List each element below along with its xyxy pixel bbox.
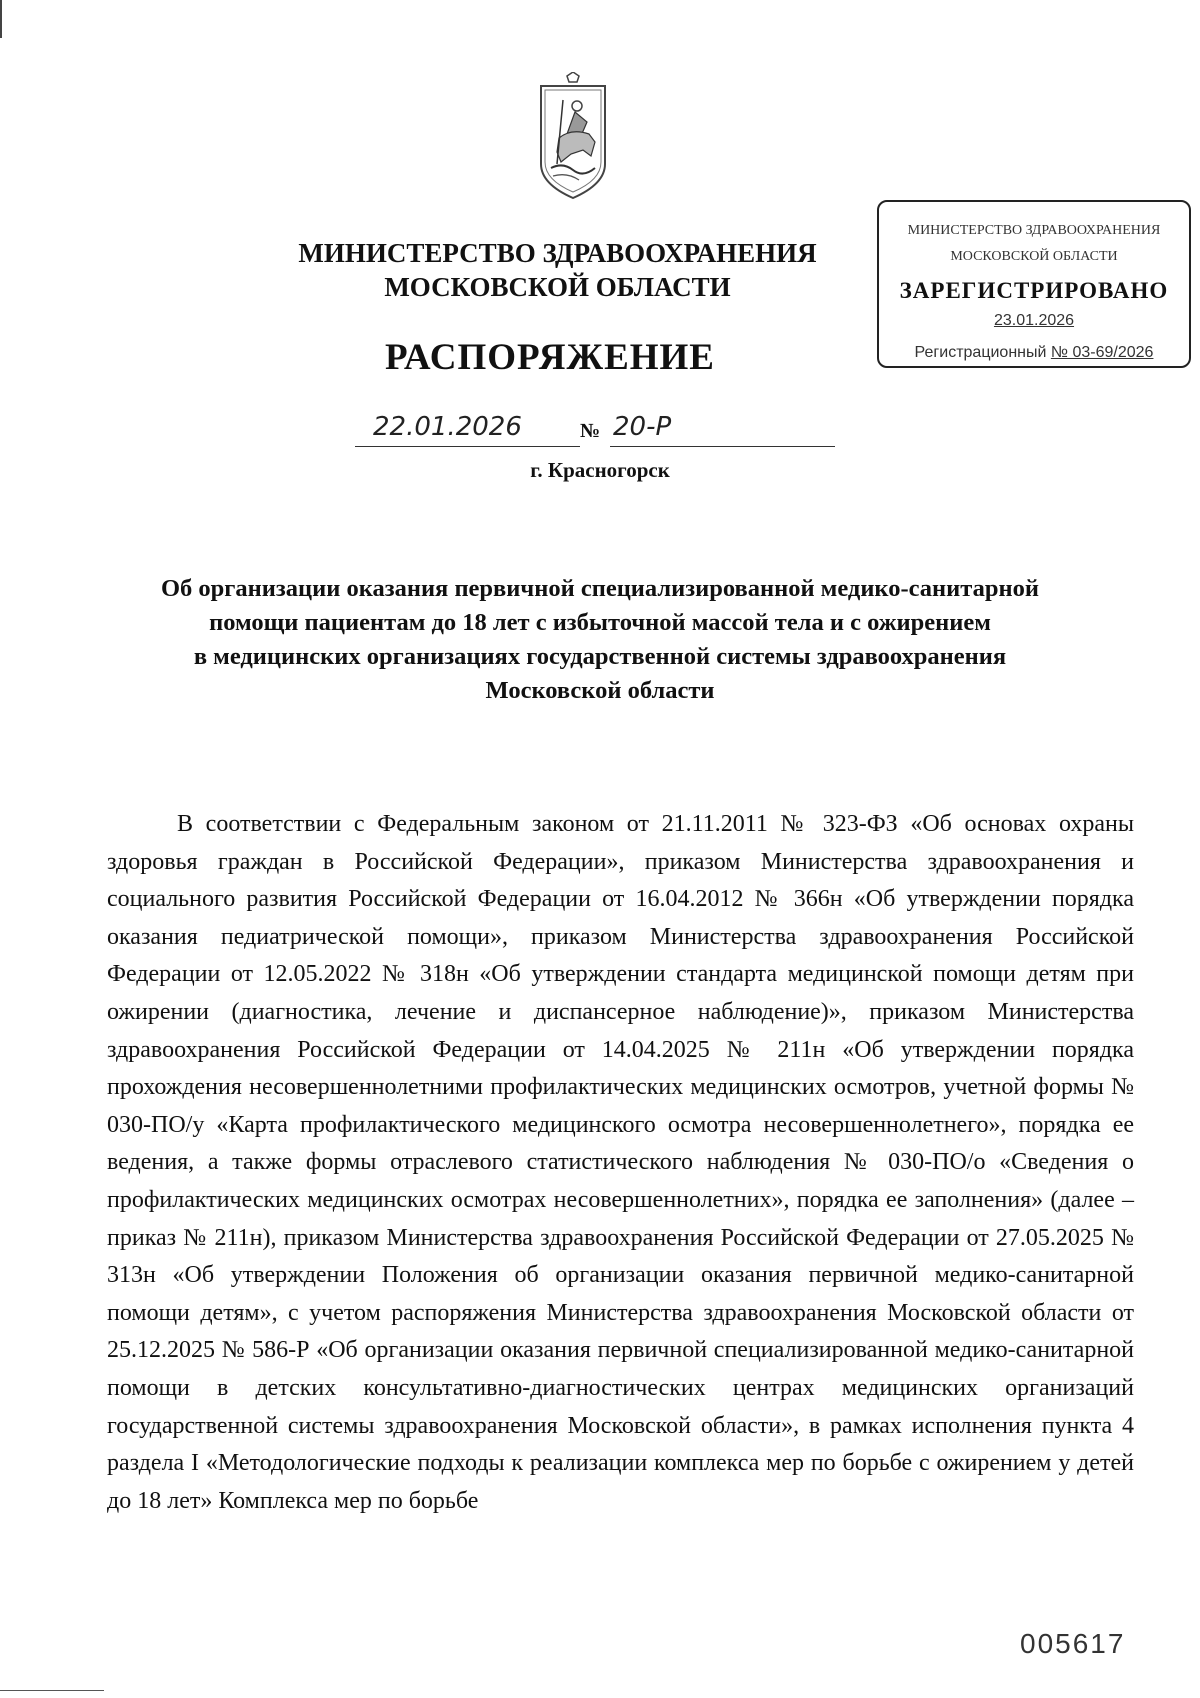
- stamp-number: № 03-69/2026: [1050, 344, 1154, 361]
- number-sign: №: [580, 420, 601, 442]
- registration-stamp: [877, 200, 1191, 368]
- city: г. Красногорск: [530, 458, 670, 482]
- stamp-date-row: [879, 312, 1189, 330]
- handwritten-date: 22.01.2026: [373, 412, 522, 442]
- ministry-name: МИНИСТЕРСТВО ЗДРАВООХРАНЕНИЯ МОСКОВСКОЙ ОБЛАСТИ: [298, 238, 817, 302]
- document-type: РАСПОРЯЖЕНИЕ: [384, 337, 715, 378]
- stamp-number-row: [879, 344, 1189, 362]
- handwritten-number: 20-Р: [613, 412, 672, 442]
- date-underline: [355, 446, 580, 447]
- date-number-line: [355, 412, 835, 448]
- stamp-date: 23.01.2026: [993, 312, 1075, 329]
- body-paragraph: В соответствии с Федеральным законом от 21.11.2011 № 323-ФЗ «Об основах охраны здоровья граждан в Российской Федерации», приказом Министерства здравоохранения и социального развития Российской Федерации от 16.04.2012 № 366н «Об утверждении порядка оказания педиатрической помощи», приказом Министерства здравоохранения Российской Федерации от 12.05.2022 № 318н «Об утверждении стандарта медицинской помощи детям при ожирении (диагностика, лечение и диспансерное наблюдение)», приказом Министерства здравоохранения Российской Федерации от 14.04.2025 № 211н «Об утверждении порядка прохождения несовершеннолетними профилактических медицинских осмотров, учетной формы № 030-ПО/у «Карта профилактического медицинского осмотра несовершеннолетнего», порядка ее ведения, а также формы отраслевого статистического наблюдения № 030-ПО/о «Сведения о профилактических медицинских осмотрах несовершеннолетних», порядка ее заполнения» (далее – приказ № 211н), приказом Министерства здравоохранения Российской Федерации от 27.05.2025 № 313н «Об утверждении Положения об организации оказания первичной медико-санитарной помощи детям», с учетом распоряжения Министерства здравоохранения Московской области от 25.12.2025 № 586-Р «Об организации оказания первичной специализированной медико-санитарной помощи в детских консультативно-диагностических центрах медицинских организаций государственной системы здравоохранения Московской области», в рамках исполнения пункта 4 раздела I «Методологические подходы к реализации комплекса мер по борьбе с ожирением у детей до 18 лет» Комплекса мер по борьбе: [107, 811, 1134, 1514]
- stamp-organization: МИНИСТЕРСТВО ЗДРАВООХРАНЕНИЯ МОСКОВСКОЙ ОБЛАСТИ: [907, 223, 1161, 264]
- moscow-oblast-coat-of-arms-icon: [537, 72, 609, 200]
- serial-number: 005617: [1020, 1628, 1126, 1659]
- document-title: Об организации оказания первичной специализированной медико-санитарной помощи пациентам до 18 лет с избыточной массой тела и с ожирением в медицинских организациях государственной системы здравоохранения Московской области: [161, 575, 1039, 704]
- stamp-status: ЗАРЕГИСТРИРОВАНО: [899, 278, 1169, 303]
- scan-edge-line: [0, 1690, 104, 1691]
- scan-edge-mark: [0, 0, 2, 38]
- number-underline: [610, 446, 835, 447]
- stamp-number-label: Регистрационный: [914, 344, 1047, 361]
